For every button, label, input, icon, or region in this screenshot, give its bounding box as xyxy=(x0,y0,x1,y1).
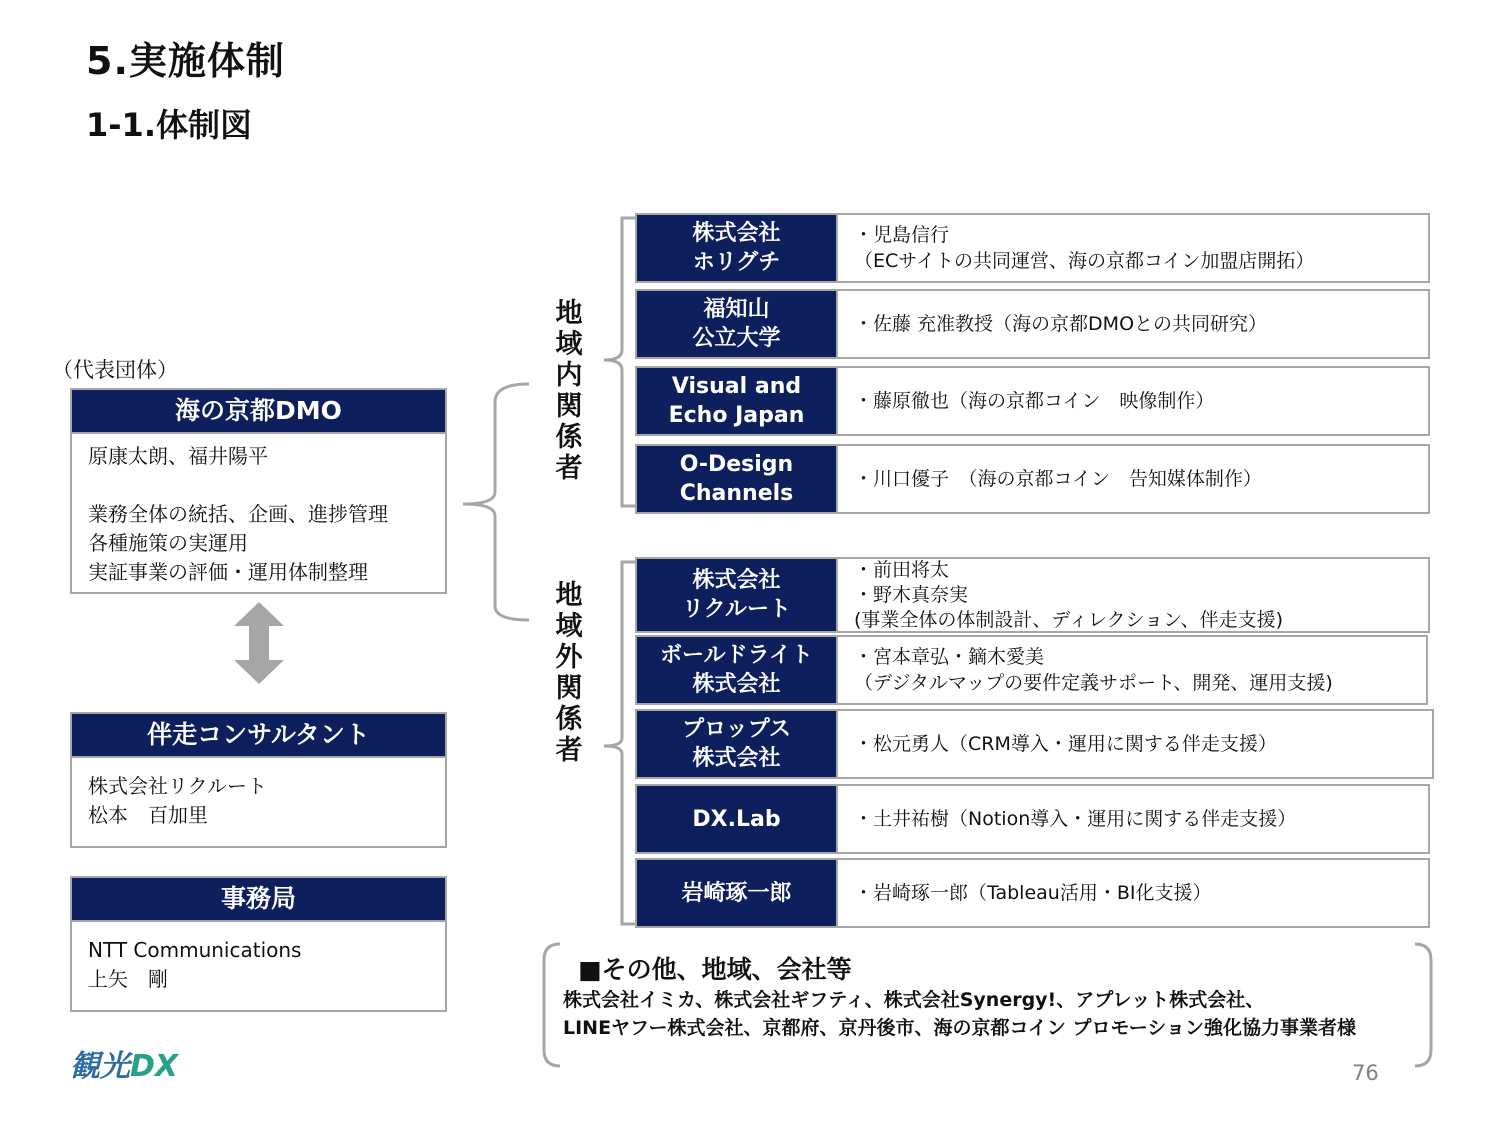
external-org: DX.Lab xyxy=(637,786,836,852)
main-bracket xyxy=(455,380,535,630)
consultant-body: 株式会社リクルート 松本 百加里 xyxy=(72,756,445,838)
internal-group-label: 地域内関係者 xyxy=(555,298,583,484)
secretariat-name: 事務局 xyxy=(72,878,445,920)
external-row xyxy=(635,858,1430,928)
external-desc: ・土井祐樹（Notion導入・運用に関する伴走支援） xyxy=(836,786,1428,852)
external-row xyxy=(635,784,1430,854)
secretariat-body: NTT Communications 上矢 剛 xyxy=(72,920,445,1002)
representative-name: 海の京都DMO xyxy=(72,390,445,432)
external-org: プロップス 株式会社 xyxy=(637,711,836,777)
internal-desc: ・藤原徹也（海の京都コイン 映像制作） xyxy=(836,368,1428,434)
external-desc: ・松元勇人（CRM導入・運用に関する伴走支援） xyxy=(836,711,1432,777)
external-org: 岩崎琢一郎 xyxy=(637,860,836,926)
internal-row xyxy=(635,366,1430,436)
external-group-label: 地域外関係者 xyxy=(555,580,583,766)
internal-row xyxy=(635,213,1430,283)
internal-org: 福知山 公立大学 xyxy=(637,291,836,357)
external-row xyxy=(635,635,1428,705)
external-desc: ・前田将太 ・野木真奈実 (事業全体の体制設計、ディレクション、伴走支援) xyxy=(836,559,1428,631)
representative-label: （代表団体） xyxy=(52,358,178,382)
others-list: 株式会社イミカ、株式会社ギフティ、株式会社Synergy!、アプレット株式会社、 LINEヤフー株式会社、京都府、京丹後市、海の京都コイン プロモーション強化協力事業者様 xyxy=(563,989,1357,1039)
external-row xyxy=(635,709,1434,779)
kanko-dx-logo xyxy=(70,1041,178,1085)
consultant-box xyxy=(70,712,447,848)
external-desc: ・宮本章弘・鏑木愛美 （デジタルマップの要件定義サポート、開発、運用支援) xyxy=(836,637,1426,703)
logo-accent: DX xyxy=(130,1049,179,1084)
page-title: 5.実施体制 xyxy=(86,39,285,83)
logo-text: 観光 xyxy=(70,1049,130,1084)
internal-org: 株式会社 ホリグチ xyxy=(637,215,836,281)
secretariat-box xyxy=(70,876,447,1012)
internal-org: O-Design Channels xyxy=(637,446,836,512)
internal-desc: ・川口優子 （海の京都コイン 告知媒体制作） xyxy=(836,446,1428,512)
external-org: 株式会社 リクルート xyxy=(637,559,836,631)
external-desc: ・岩崎琢一郎（Tableau活用・BI化支援） xyxy=(836,860,1428,926)
consultant-name: 伴走コンサルタント xyxy=(72,714,445,756)
page-subtitle: 1-1.体制図 xyxy=(86,106,252,144)
representative-body: 原康太朗、福井陽平 業務全体の統括、企画、進捗管理 各種施策の実運用 実証事業の評価・運用体制整理 xyxy=(72,432,445,595)
internal-row xyxy=(635,444,1430,514)
external-row xyxy=(635,557,1430,633)
internal-row xyxy=(635,289,1430,359)
external-org: ボールドライト 株式会社 xyxy=(637,637,836,703)
page-number: 76 xyxy=(1352,1061,1379,1085)
representative-box xyxy=(70,388,447,594)
internal-desc: ・児島信行 （ECサイトの共同運営、海の京都コイン加盟店開拓） xyxy=(836,215,1428,281)
internal-desc: ・佐藤 充准教授（海の京都DMOとの共同研究） xyxy=(836,291,1428,357)
bidirectional-arrow-icon xyxy=(232,602,286,684)
internal-org: Visual and Echo Japan xyxy=(637,368,836,434)
others-title: ■その他、地域、会社等 xyxy=(578,955,852,984)
